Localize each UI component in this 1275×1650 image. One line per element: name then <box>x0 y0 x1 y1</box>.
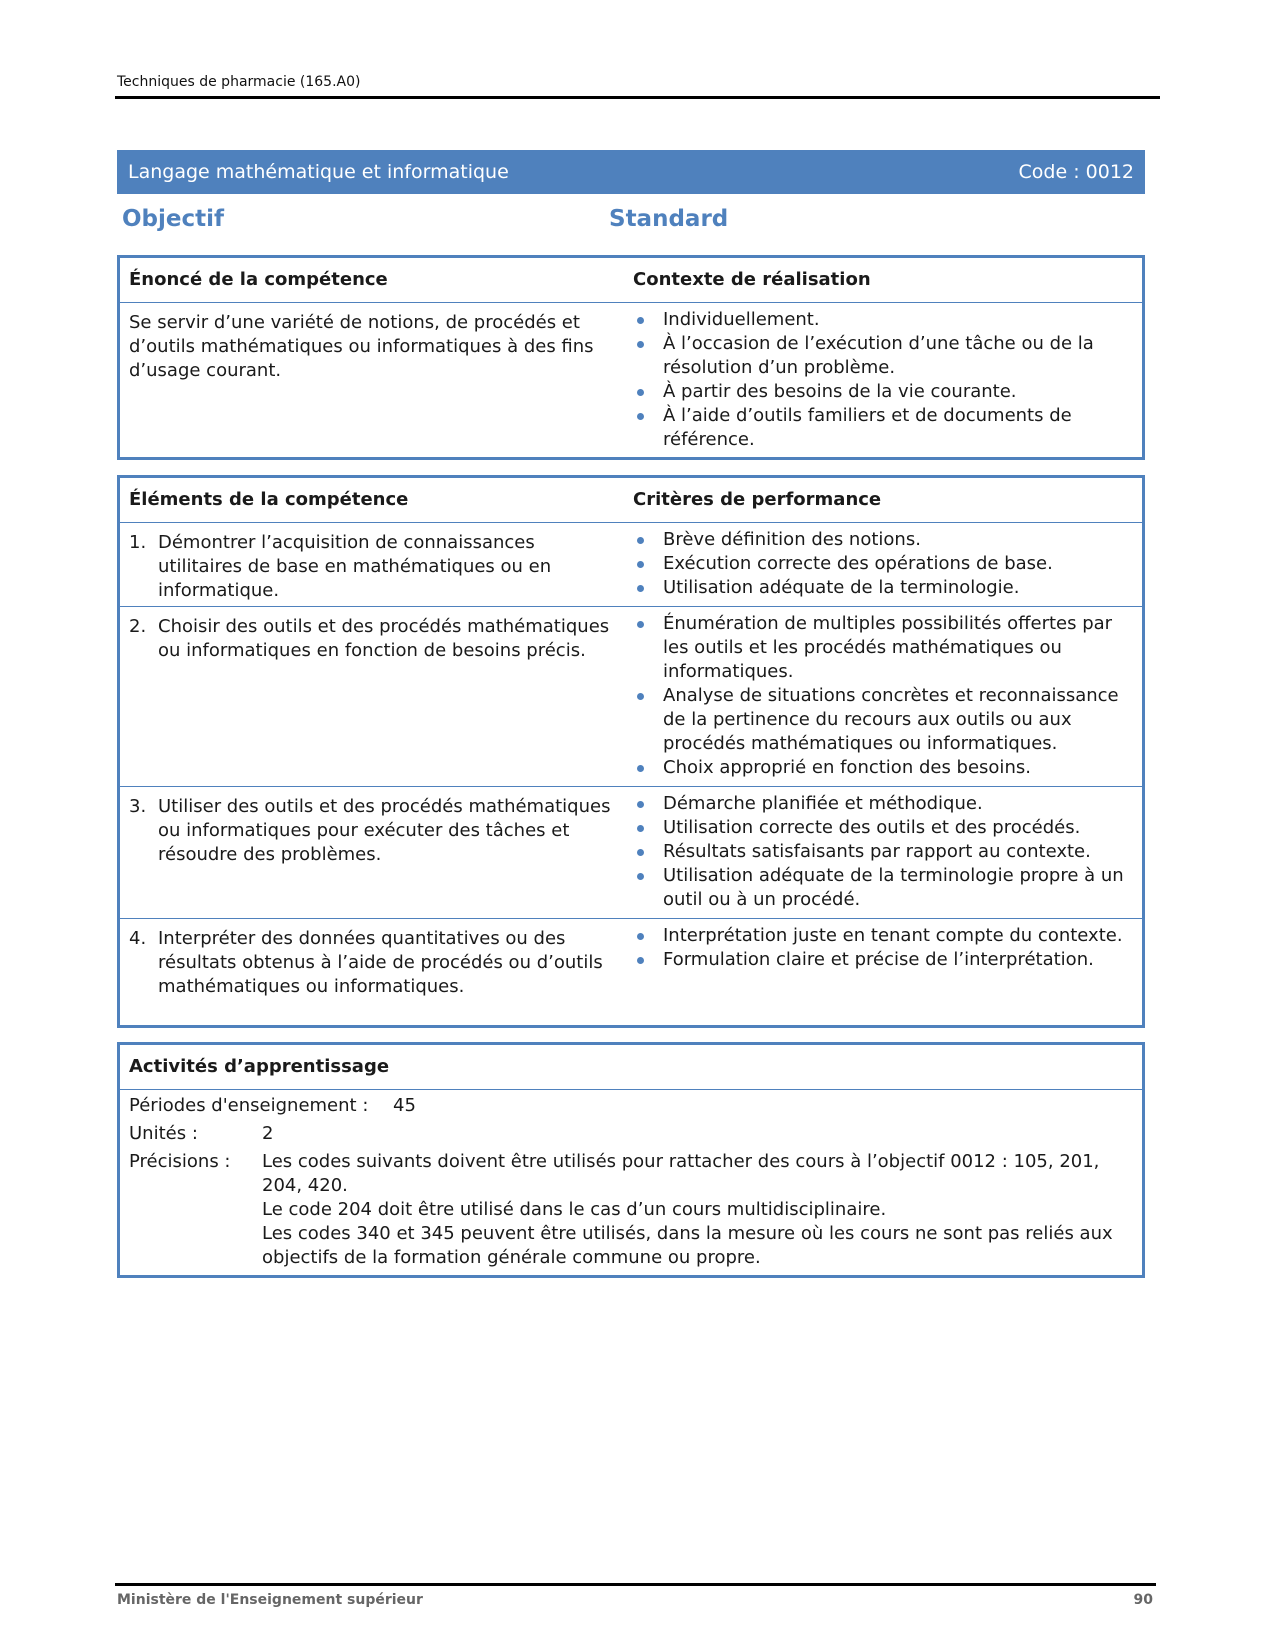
footer-ministry: Ministère de l'Enseignement supérieur <box>117 1592 423 1608</box>
bullet-icon <box>633 576 663 600</box>
bullet-icon <box>633 840 663 864</box>
elements-header: Éléments de la compétence <box>120 478 629 523</box>
activities-header: Activités d’apprentissage <box>120 1045 1142 1090</box>
element-number: 2. <box>129 616 147 637</box>
table-row <box>120 607 1142 787</box>
list-item: Individuellement. <box>633 308 1136 332</box>
list-item: Analyse de situations concrètes et reconnaissance de la pertinence du recours aux outils ou aux procédés mathématiques ou informatiques. <box>633 684 1136 756</box>
units-value: 2 <box>262 1123 274 1144</box>
bullet-icon <box>633 864 663 912</box>
periods-row <box>129 1094 1133 1118</box>
table-row <box>120 787 1142 919</box>
bullet-icon <box>633 528 663 552</box>
competence-statement: Se servir d’une variété de notions, de procédés et d’outils mathématiques ou informatiques à des fins d’usage courant. <box>129 312 594 381</box>
list-item: Utilisation correcte des outils et des procédés. <box>633 816 1136 840</box>
bullet-icon <box>633 816 663 840</box>
list-item: Interprétation juste en tenant compte du contexte. <box>633 924 1136 948</box>
criteria-list <box>629 607 1142 786</box>
list-item: Brève définition des notions. <box>633 528 1136 552</box>
precisions-label: Précisions : <box>129 1151 231 1172</box>
course-title: Langage mathématique et informatique <box>128 161 509 183</box>
footer-rule <box>115 1583 1156 1586</box>
statement-header: Énoncé de la compétence <box>120 258 629 303</box>
criteria-list <box>629 523 1142 606</box>
section-objectif: Objectif <box>122 206 225 232</box>
list-item: À l’occasion de l’exécution d’une tâche ou de la résolution d’un problème. <box>633 332 1136 380</box>
bullet-icon <box>633 684 663 756</box>
bullet-icon <box>633 308 663 332</box>
list-item: Utilisation adéquate de la terminologie. <box>633 576 1136 600</box>
precision-text: Les codes 340 et 345 peuvent être utilisés, dans la mesure où les cours ne sont pas reliés aux objectifs de la formation générale commune ou propre. <box>262 1223 1113 1268</box>
element-text: Utiliser des outils et des procédés mathématiques ou informatiques pour exécuter des tâches et résoudre des problèmes. <box>158 796 611 865</box>
bullet-icon <box>633 756 663 780</box>
criteria-header: Critères de performance <box>629 478 1142 523</box>
bullet-icon <box>633 612 663 684</box>
course-code: Code : 0012 <box>1018 161 1134 183</box>
list-item: Formulation claire et précise de l’interprétation. <box>633 948 1136 972</box>
list-item: À partir des besoins de la vie courante. <box>633 380 1136 404</box>
periods-label: Périodes d'enseignement : <box>129 1095 369 1116</box>
header-rule <box>115 96 1160 99</box>
context-list <box>629 303 1142 458</box>
bullet-icon <box>633 924 663 948</box>
bullet-icon <box>633 404 663 452</box>
table-row <box>120 523 1142 607</box>
list-item: Choix approprié en fonction des besoins. <box>633 756 1136 780</box>
competence-table <box>117 255 1145 460</box>
element-text: Démontrer l’acquisition de connaissances utilitaires de base en mathématiques ou en informatique. <box>158 532 552 601</box>
context-header: Contexte de réalisation <box>629 258 1142 303</box>
element-number: 3. <box>129 796 147 817</box>
units-label: Unités : <box>129 1123 198 1144</box>
precision-text: Les codes suivants doivent être utilisés pour rattacher des cours à l’objectif 0012 : 105, 201, 204, 420. <box>262 1151 1100 1196</box>
bullet-icon <box>633 552 663 576</box>
activities-table <box>117 1042 1145 1278</box>
list-item: À l’aide d’outils familiers et de documents de référence. <box>633 404 1136 452</box>
section-labels <box>117 206 1145 242</box>
criteria-list <box>629 787 1142 918</box>
list-item: Utilisation adéquate de la terminologie propre à un outil ou à un procédé. <box>633 864 1136 912</box>
table-row <box>120 919 1142 1000</box>
elements-table <box>117 475 1145 1028</box>
running-header-title: Techniques de pharmacie (165.A0) <box>117 74 361 90</box>
units-row <box>129 1122 1133 1146</box>
list-item: Exécution correcte des opérations de base. <box>633 552 1136 576</box>
list-item: Résultats satisfaisants par rapport au contexte. <box>633 840 1136 864</box>
bullet-icon <box>633 380 663 404</box>
bullet-icon <box>633 792 663 816</box>
criteria-list <box>629 919 1142 978</box>
precisions-row <box>129 1150 1133 1270</box>
section-standard: Standard <box>609 206 729 232</box>
page-number: 90 <box>1133 1592 1153 1608</box>
element-number: 4. <box>129 928 147 949</box>
bullet-icon <box>633 332 663 380</box>
bullet-icon <box>633 948 663 972</box>
element-text: Choisir des outils et des procédés mathématiques ou informatiques en fonction de besoins précis. <box>158 616 610 661</box>
list-item: Énumération de multiples possibilités offertes par les outils et les procédés mathématiques ou informatiques. <box>633 612 1136 684</box>
precision-text: Le code 204 doit être utilisé dans le cas d’un cours multidisciplinaire. <box>262 1199 887 1220</box>
list-item: Démarche planifiée et méthodique. <box>633 792 1136 816</box>
element-number: 1. <box>129 532 147 553</box>
element-text: Interpréter des données quantitatives ou des résultats obtenus à l’aide de procédés ou d’outils mathématiques ou informatiques. <box>158 928 603 997</box>
periods-value: 45 <box>393 1095 416 1116</box>
course-title-band <box>117 150 1145 194</box>
